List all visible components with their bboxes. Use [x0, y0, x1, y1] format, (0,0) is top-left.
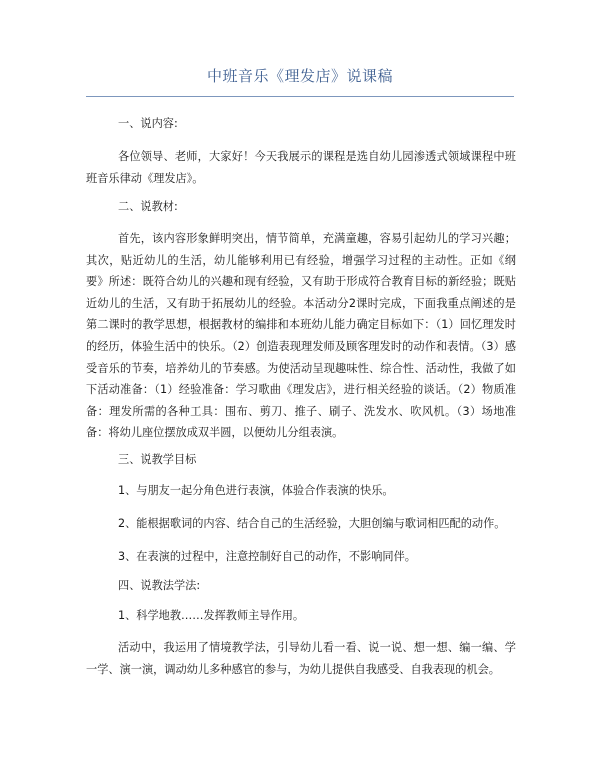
- section-materials-paragraph: 首先，该内容形象鲜明突出，情节简单，充满童趣，容易引起幼儿的学习兴趣；其次，贴近幼儿的生活，幼儿能够利用已有经验，增强学习过程的主动性。正如《纲要》所述：既符合幼儿的兴趣和现有经验，又有助于形成符合教育目标的新经验；既贴近幼儿的生活，又有助于拓展幼儿的经验。本活动分2课时完成，下面我重点阐述的是第二课时的教学思想，根据教材的编排和本班幼儿能力确定目标如下：（1）回忆理发时的经历，体验生活中的快乐。（2）创造表现理发师及顾客理发时的动作和表情。（3）感受音乐的节奏，培养幼儿的节奏感。为使活动呈现趣味性、综合性、活动性，我做了如下活动准备：（1）经验准备：学习歌曲《理发店》，进行相关经验的谈话。（2）物质准备：理发所需的各种工具：围布、剪刀、推子、刷子、洗发水、吹风机。（3）场地准备：将幼儿座位摆放成双半圆，以便幼儿分组表演。: [86, 232, 516, 440]
- section-heading-content: 一、说内容:: [118, 117, 178, 130]
- section-heading-methods: 四、说教法学法:: [118, 579, 201, 592]
- goal-item: 3、在表演的过程中，注意控制好自己的动作，不影响同伴。: [118, 550, 416, 563]
- section-heading-materials: 二、说教材:: [118, 200, 178, 213]
- method-item: 1、科学地教……发挥教师主导作用。: [118, 609, 305, 622]
- goal-item: 2、能根据歌词的内容、结合自己的生活经验，大胆创编与歌词相匹配的动作。: [118, 517, 506, 530]
- section-methods-paragraph: 活动中，我运用了情境教学法，引导幼儿看一看、说一说、想一想、编一编、学一学、演一演，调动幼儿多种感官的参与，为幼儿提供自我感受、自我表现的机会。: [86, 641, 516, 676]
- section-heading-goals: 三、说教学目标: [118, 453, 197, 466]
- goal-item: 1、与朋友一起分角色进行表演，体验合作表演的快乐。: [118, 484, 394, 497]
- section-content-paragraph: 各位领导、老师，大家好！今天我展示的课程是选自幼儿园渗透式领域课程中班班音乐律动《理发店》。: [86, 150, 516, 185]
- title-underline: [86, 96, 514, 97]
- document-title: 中班音乐《理发店》说课稿: [206, 67, 393, 85]
